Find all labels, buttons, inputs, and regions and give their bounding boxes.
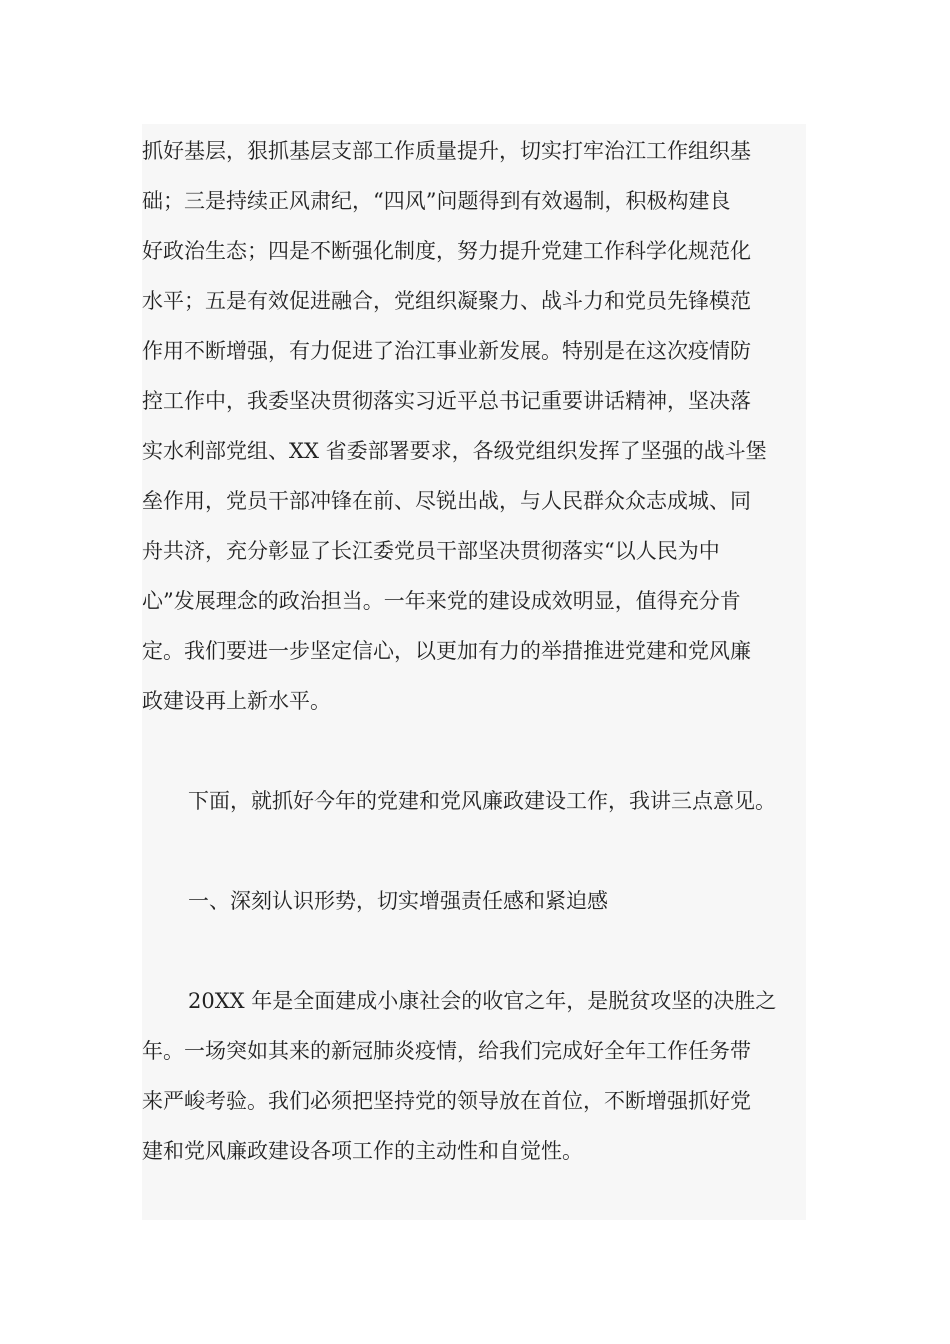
paragraph-line: 抓好基层，狠抓基层支部工作质量提升，切实打牢治江工作组织基: [142, 139, 751, 163]
section-heading: 一、深刻认识形势，切实增强责任感和紧迫感: [188, 889, 608, 913]
paragraph-line: 心”发展理念的政治担当。一年来党的建设成效明显，值得充分肯: [142, 589, 741, 613]
paragraph-line: 政建设再上新水平。: [142, 689, 331, 713]
paragraph-line: 20XX 年是全面建成小康社会的收官之年，是脱贫攻坚的决胜之: [188, 989, 777, 1013]
paragraph-line: 实水利部党组、XX 省委部署要求，各级党组织发挥了坚强的战斗堡: [142, 439, 767, 463]
paragraph-line: 水平；五是有效促进融合，党组织凝聚力、战斗力和党员先锋模范: [142, 289, 751, 313]
paragraph-line: 年。一场突如其来的新冠肺炎疫情，给我们完成好全年工作任务带: [142, 1039, 751, 1063]
paragraph-line: 舟共济，充分彰显了长江委党员干部坚决贯彻落实“以人民为中: [142, 539, 720, 563]
paragraph-line: 好政治生态；四是不断强化制度，努力提升党建工作科学化规范化: [142, 239, 751, 263]
paragraph-line: 垒作用，党员干部冲锋在前、尽锐出战，与人民群众众志成城、同: [142, 489, 751, 513]
paragraph-line: 下面，就抓好今年的党建和党风廉政建设工作，我讲三点意见。: [188, 789, 776, 813]
paragraph-line: 础；三是持续正风肃纪，“四风”问题得到有效遏制，积极构建良: [142, 189, 731, 213]
paragraph-line: 控工作中，我委坚决贯彻落实习近平总书记重要讲话精神，坚决落: [142, 389, 751, 413]
paragraph-line: 建和党风廉政建设各项工作的主动性和自觉性。: [142, 1139, 583, 1163]
paragraph-line: 作用不断增强，有力促进了治江事业新发展。特别是在这次疫情防: [142, 339, 751, 363]
paragraph-line: 来严峻考验。我们必须把坚持党的领导放在首位，不断增强抓好党: [142, 1089, 751, 1113]
paragraph-line: 定。我们要进一步坚定信心，以更加有力的举措推进党建和党风廉: [142, 639, 751, 663]
